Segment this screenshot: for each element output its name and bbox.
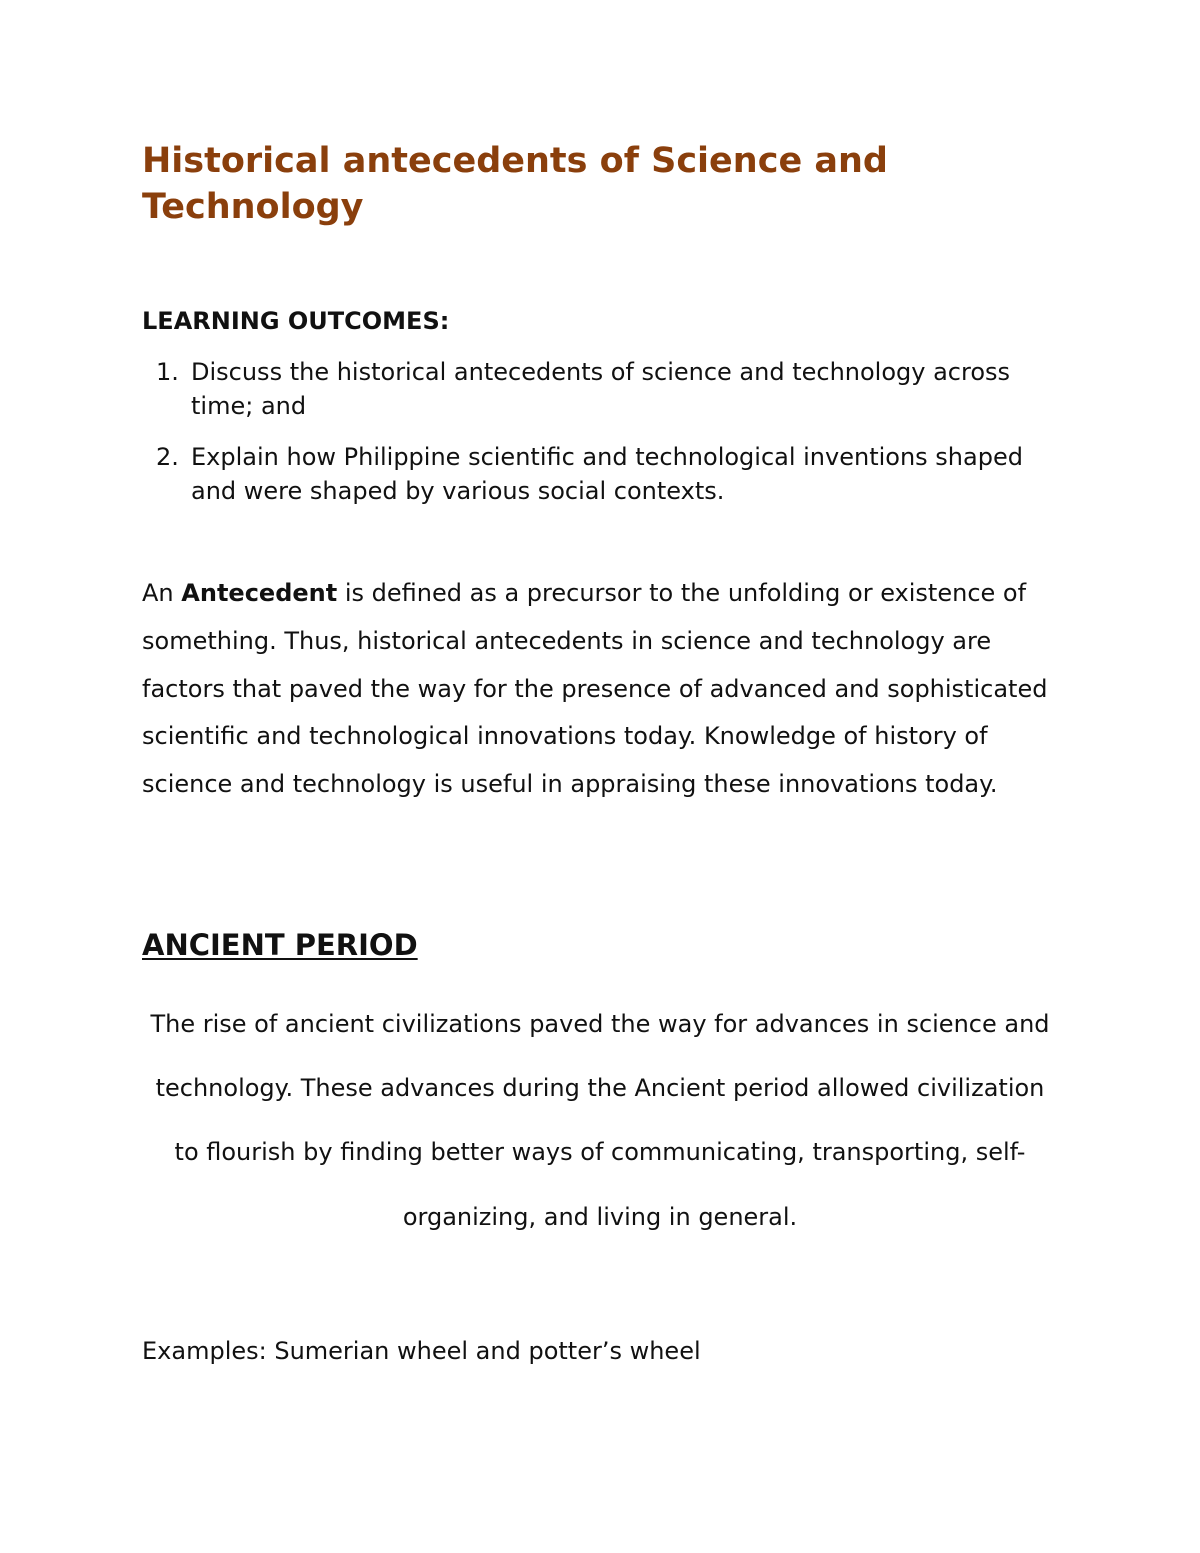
list-item-text: Discuss the historical antecedents of science and technology across time; and [191, 358, 1011, 420]
definition-paragraph [142, 570, 1072, 809]
list-item [142, 355, 1062, 423]
definition-body: is defined as a precursor to the unfolding or existence of something. Thus, historical antecedents in science and technology are factors that paved the way for the presence of advanced and sophisticated scientific and technological innovations today. Knowledge of history of science and technology is useful in appraising these innovations today. [142, 579, 1048, 799]
ancient-period-paragraph: The rise of ancient civilizations paved the way for advances in science and technology. These advances during the Ancient period allowed civilization to flourish by finding better ways of communicating, transporting, self-organizing, and living in general. [150, 1010, 1050, 1231]
ancient-period-heading: ANCIENT PERIOD [142, 928, 418, 962]
list-item-text: Explain how Philippine scientific and technological inventions shaped and were shaped by various social contexts. [191, 443, 1023, 505]
learning-outcomes-heading: LEARNING OUTCOMES: [142, 307, 450, 335]
list-item [142, 440, 1062, 508]
definition-prefix: An [142, 579, 174, 607]
document-title: Historical antecedents of Science and Technology [142, 141, 888, 227]
learning-outcomes-list [142, 355, 1062, 525]
list-item-number: 1. [156, 358, 179, 386]
list-item-number: 2. [156, 443, 179, 471]
examples-line: Examples: Sumerian wheel and potter’s wheel [142, 1337, 701, 1365]
definition-term: Antecedent [181, 579, 338, 607]
